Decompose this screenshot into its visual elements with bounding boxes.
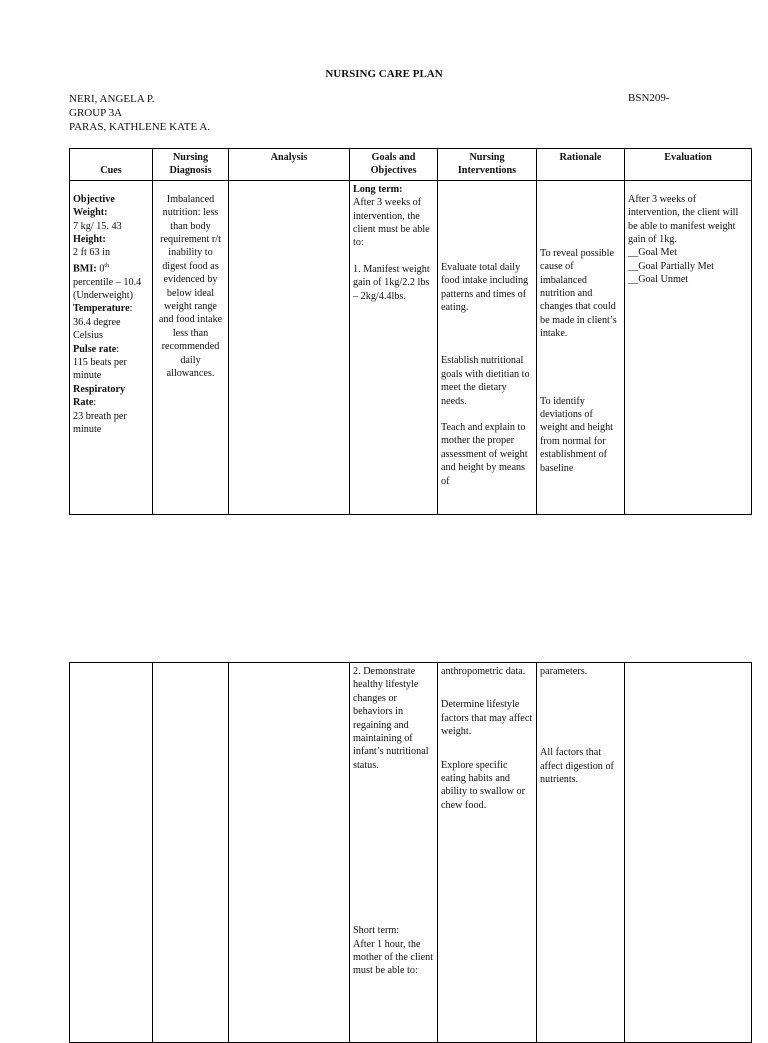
intervention-2: Establish nutritional goals with dietitian to meet the dietary needs. xyxy=(441,355,530,407)
goal-partially-met-option: __Goal Partially Met xyxy=(628,260,715,272)
weight-value: 7 kg/ 15. 43 xyxy=(73,220,122,232)
goals-cell xyxy=(350,180,438,514)
cues-cell-cont xyxy=(70,663,153,1043)
rationale-3: All factors that affect digestion of nutrients. xyxy=(540,747,614,786)
course-code: BSN209- xyxy=(628,92,670,104)
bmi-suffix: th xyxy=(104,262,110,269)
goal-2: 2. Demonstrate healthy lifestyle changes or behaviors in regaining and maintaining of infant’s nutritional status. xyxy=(353,666,429,771)
rationale-cell xyxy=(537,180,625,514)
weight-label: Weight: xyxy=(73,207,108,219)
pulse-value: 115 beats per minute xyxy=(73,357,127,382)
evaluation-cell-cont xyxy=(625,663,752,1043)
short-term-text: After 1 hour, the mother of the client must be able to: xyxy=(353,938,434,977)
diagnosis-text: Imbalanced nutrition: less than body requirement r/t inability to digest food as evidenced by below ideal weight range and food intake less than recommended daily allowances. xyxy=(158,193,223,380)
rationale-2: To identify deviations of weight and height from normal for establishment of baseline xyxy=(540,395,613,474)
student-name-1: NERI, ANGELA P. xyxy=(69,93,155,105)
analysis-cell-cont xyxy=(229,663,350,1043)
rationale-cell-cont xyxy=(537,663,625,1043)
goal-unmet-option: __Goal Unmet xyxy=(628,274,689,286)
interventions-cell xyxy=(438,180,537,514)
bmi-detail: percentile – 10.4 (Underweight) xyxy=(73,276,142,302)
goal-met-option: __Goal Met xyxy=(628,247,677,259)
interventions-cell-cont xyxy=(438,663,537,1043)
header-evaluation: Evaluation xyxy=(625,149,752,181)
header-goals: Goals and Objectives xyxy=(350,149,438,181)
long-term-text: After 3 weeks of intervention, the client must be able to: xyxy=(353,197,430,249)
intervention-1: Evaluate total daily food intake including patterns and times of eating. xyxy=(441,261,529,314)
care-plan-table-page2 xyxy=(69,662,752,1043)
evaluation-cell xyxy=(625,180,752,514)
objective-label: Objective xyxy=(73,193,115,205)
temperature-label: Temperature xyxy=(73,303,130,315)
temperature-colon: : xyxy=(129,303,133,315)
temperature-value: 36.4 degree Celsius xyxy=(73,316,121,342)
goal-1: 1. Manifest weight gain of 1kg/2.2 lbs – 2kg/4.4lbs. xyxy=(353,263,430,302)
goals-cell-cont xyxy=(350,663,438,1043)
long-term-label: Long term: xyxy=(353,183,403,195)
header-cues: Cues xyxy=(70,149,153,181)
height-value: 2 ft 63 in xyxy=(73,247,111,259)
evaluation-text: After 3 weeks of intervention, the client will be able to manifest weight gain of 1kg. xyxy=(628,193,739,246)
header-diagnosis: Nursing Diagnosis xyxy=(153,149,229,181)
respiratory-colon: : xyxy=(93,397,97,409)
respiratory-label: Respiratory Rate xyxy=(73,383,126,409)
cues-cell xyxy=(70,180,153,514)
student-name-2: PARAS, KATHLENE KATE A. xyxy=(69,121,211,133)
continued-row xyxy=(70,663,752,1043)
intervention-4: Determine lifestyle factors that may affect weight. xyxy=(441,699,533,738)
header-row xyxy=(70,149,752,181)
analysis-cell xyxy=(229,180,350,514)
height-label: Height: xyxy=(73,234,106,246)
content-row xyxy=(70,180,752,514)
bmi-value: 0 xyxy=(99,263,105,275)
header-rationale: Rationale xyxy=(537,149,625,181)
intervention-3: Teach and explain to mother the proper assessment of weight and height by means of xyxy=(441,422,528,487)
rationale-2-cont: parameters. xyxy=(540,666,588,677)
bmi-label: BMI: xyxy=(73,263,97,275)
diagnosis-cell xyxy=(153,180,229,514)
short-term-label: Short term: xyxy=(353,925,400,937)
pulse-label: Pulse rate xyxy=(73,343,117,355)
pulse-colon: : xyxy=(116,343,120,355)
document-title: NURSING CARE PLAN xyxy=(325,68,443,80)
rationale-1: To reveal possible cause of imbalanced nutrition and changes that could be made in client’s intake. xyxy=(540,247,617,340)
group-label: GROUP 3A xyxy=(69,107,123,119)
intervention-5: Explore specific eating habits and ability to swallow or chew food. xyxy=(441,759,526,811)
care-plan-table-page1 xyxy=(69,148,752,515)
header-interventions: Nursing Interventions xyxy=(438,149,537,181)
diagnosis-cell-cont xyxy=(153,663,229,1043)
respiratory-value: 23 breath per minute xyxy=(73,410,127,436)
header-analysis: Analysis xyxy=(229,149,350,181)
intervention-3-cont: anthropometric data. xyxy=(441,666,526,677)
